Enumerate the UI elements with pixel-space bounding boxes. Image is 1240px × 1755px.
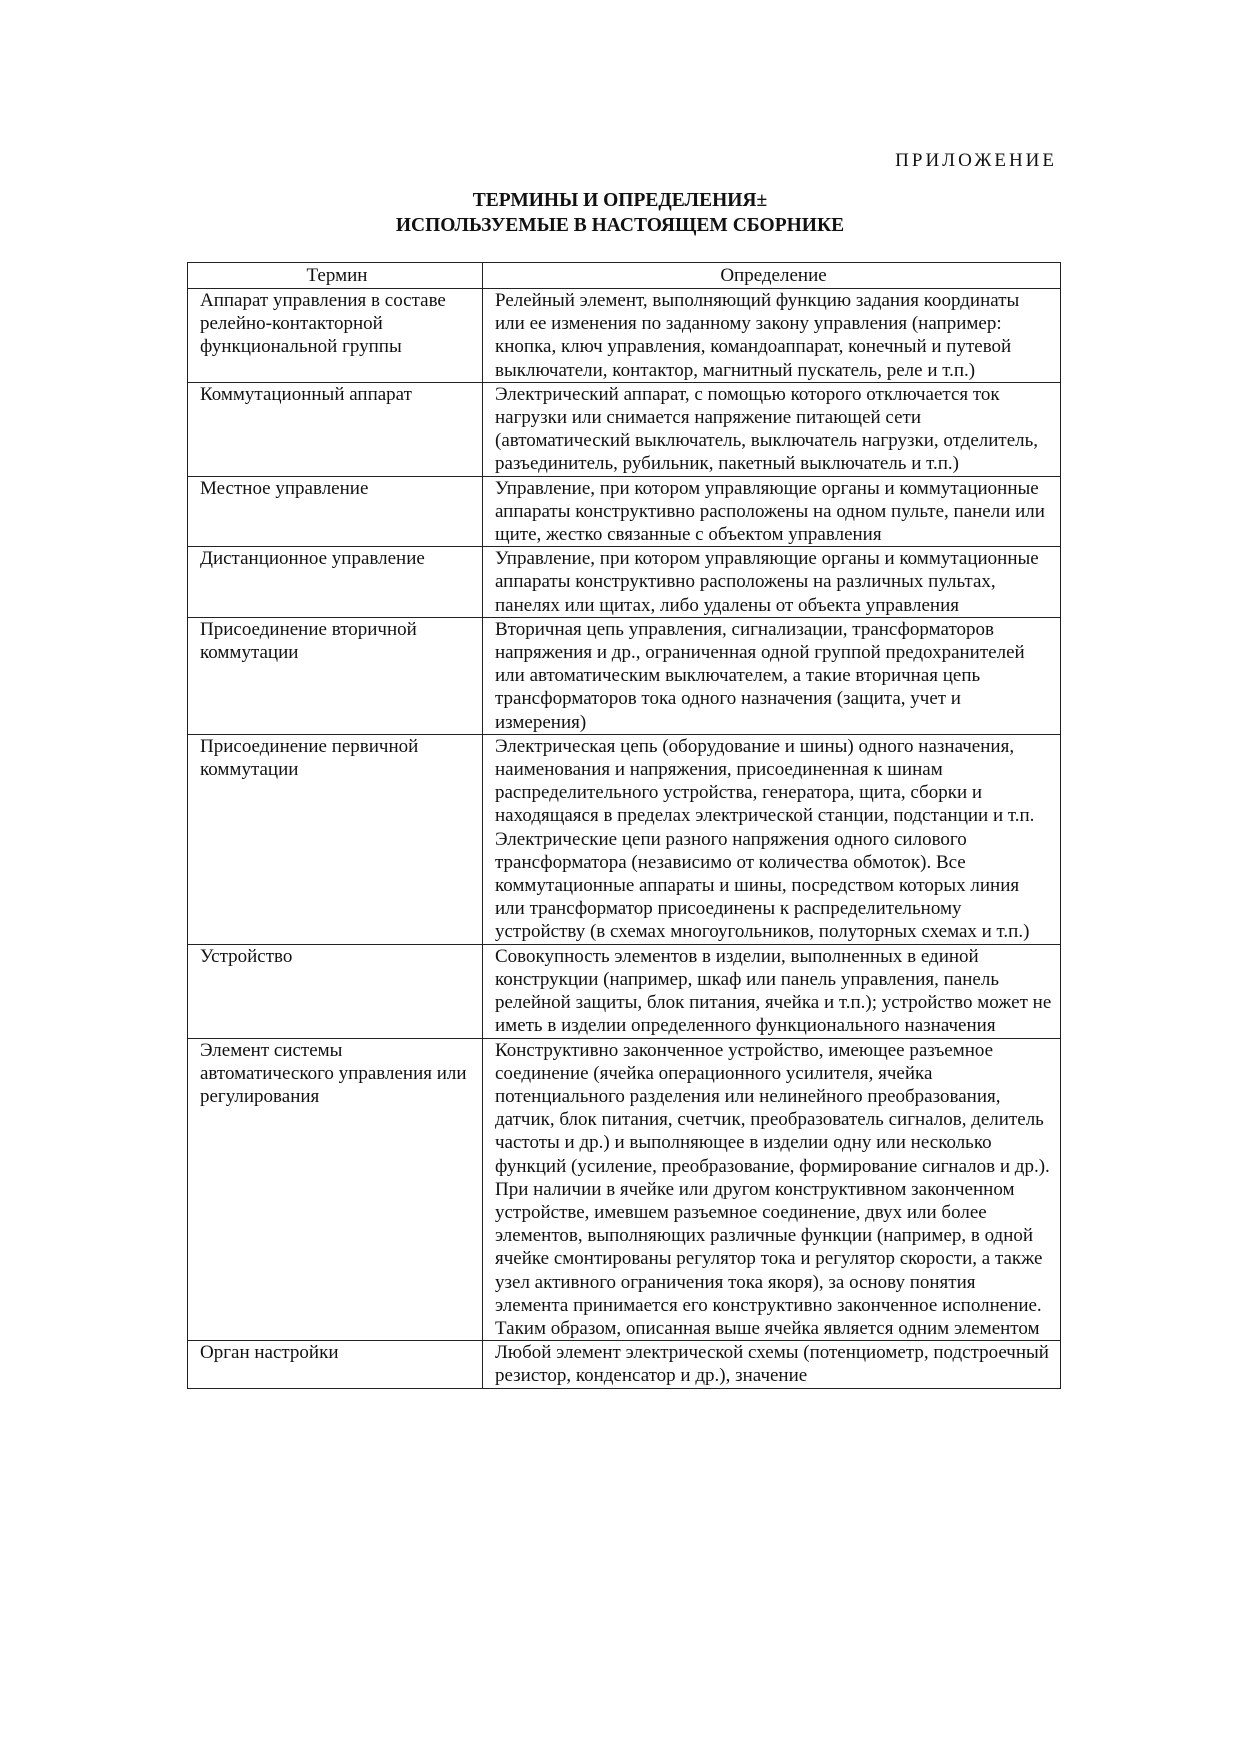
term-cell: Коммутационный аппарат — [188, 382, 483, 476]
definition-cell — [483, 617, 1061, 734]
title-line-2: ИСПОЛЬЗУЕМЫЕ В НАСТОЯЩЕМ СБОРНИКЕ — [395, 215, 845, 236]
page-title — [0, 188, 1240, 238]
title-line-1: ТЕРМИНЫ И ОПРЕДЕЛЕНИЯ± — [472, 190, 768, 211]
table-header-row — [188, 263, 1061, 289]
table-row — [188, 734, 1061, 944]
header-definition: Определение — [483, 263, 1061, 289]
terms-table — [187, 262, 1061, 1389]
table-row — [188, 1038, 1061, 1341]
definition-paragraph: Любой элемент электрической схемы (потенциометр, подстроечный резистор, конденсатор и др.), значение — [495, 1342, 1049, 1387]
term-cell: Дистанционное управление — [188, 547, 483, 618]
definition-paragraph: Управление, при котором управляющие органы и коммутационные аппараты конструктивно расположены на одном пульте, панели или щите, жестко связанные с объектом управления — [495, 477, 1045, 546]
definition-cell — [483, 289, 1061, 383]
definition-cell — [483, 1038, 1061, 1341]
table-row — [188, 617, 1061, 734]
table-row — [188, 476, 1061, 547]
definition-cell — [483, 476, 1061, 547]
term-cell: Местное управление — [188, 476, 483, 547]
definition-paragraph: Управление, при котором управляющие органы и коммутационные аппараты конструктивно расположены на различных пультах, панелях или щитах, либо удалены от объекта управления — [495, 548, 1039, 616]
definition-paragraph: Вторичная цепь управления, сигнализации, трансформаторов напряжения и др., ограниченная одной группой предохранителей или автоматическим выключателем, а такие вторичная цепь трансформаторов тока одного назначения (защита, учет и измерения) — [495, 618, 1025, 733]
header-term: Термин — [188, 263, 483, 289]
table-row — [188, 547, 1061, 618]
definition-paragraph: Совокупность элементов в изделии, выполненных в единой конструкции (например, шкаф или панель управления, панель релейной защиты, блок питания, ячейка и т.п.); устройство может не иметь в изделии определенного функционального назначения — [495, 945, 1052, 1037]
table-row — [188, 289, 1061, 383]
term-cell: Аппарат управления в составе релейно-контакторной функциональной группы — [188, 289, 483, 383]
definition-cell — [483, 1341, 1061, 1388]
term-cell: Присоединение вторичной коммутации — [188, 617, 483, 734]
definition-paragraph: Конструктивно законченное устройство, имеющее разъемное соединение (ячейка операционного усилителя, ячейка потенциального разделения или нелинейного преобразования, датчик, блок питания, счетчик, преобразователь сигналов, делитель частоты и др.) и выполняющее в изделии одну или несколько функций (усиление, преобразование, формирование сигналов и др.). — [495, 1039, 1050, 1177]
definition-paragraph: Электрические цепи разного напряжения одного силового трансформатора (независимо от количества обмоток). Все коммутационные аппараты и шины, посредством которых линия или трансформатор присоединены к распределительному устройству (в схемах многоугольников, полуторных схемах и т.п.) — [495, 828, 1030, 943]
table-row — [188, 944, 1061, 1038]
table-row — [188, 1341, 1061, 1388]
appendix-label: ПРИЛОЖЕНИЕ — [895, 150, 1057, 171]
definition-paragraph: При наличии в ячейке или другом конструктивном законченном устройстве, имевшем разъемное соединение, двух или более элементов, выполняющих различные функции (например, в одной ячейке смонтированы регулятор тока и регулятор скорости, а также узел активного ограничения тока якоря), за основу понятия элемента принимается его конструктивно законченное исполнение. Таким образом, описанная выше ячейка является одним элементом — [495, 1178, 1043, 1339]
term-cell: Орган настройки — [188, 1341, 483, 1388]
definition-cell — [483, 944, 1061, 1038]
term-cell: Присоединение первичной коммутации — [188, 734, 483, 944]
table-row — [188, 382, 1061, 476]
definition-paragraph: Электрический аппарат, с помощью которого отключается ток нагрузки или снимается напряжение питающей сети (автоматический выключатель, выключатель нагрузки, отделитель, разъединитель, рубильник, пакетный выключатель и т.п.) — [495, 383, 1039, 475]
definition-paragraph: Релейный элемент, выполняющий функцию задания координаты или ее изменения по заданному закону управления (например: кнопка, ключ управления, командоаппарат, конечный и путевой выключатели, контактор, магнитный пускатель, реле и т.п.) — [495, 290, 1020, 381]
definition-paragraph: Электрическая цепь (оборудование и шины) одного назначения, наименования и напряжения, присоединенная к шинам распределительного устройства, генератора, щита, сборки и находящаяся в пределах электрической станции, подстанции и т.п. — [495, 735, 1035, 827]
definition-cell — [483, 382, 1061, 476]
definition-cell — [483, 734, 1061, 944]
term-cell: Элемент системы автоматического управления или регулирования — [188, 1038, 483, 1341]
definition-cell — [483, 547, 1061, 618]
term-cell: Устройство — [188, 944, 483, 1038]
table-body — [188, 289, 1061, 1389]
